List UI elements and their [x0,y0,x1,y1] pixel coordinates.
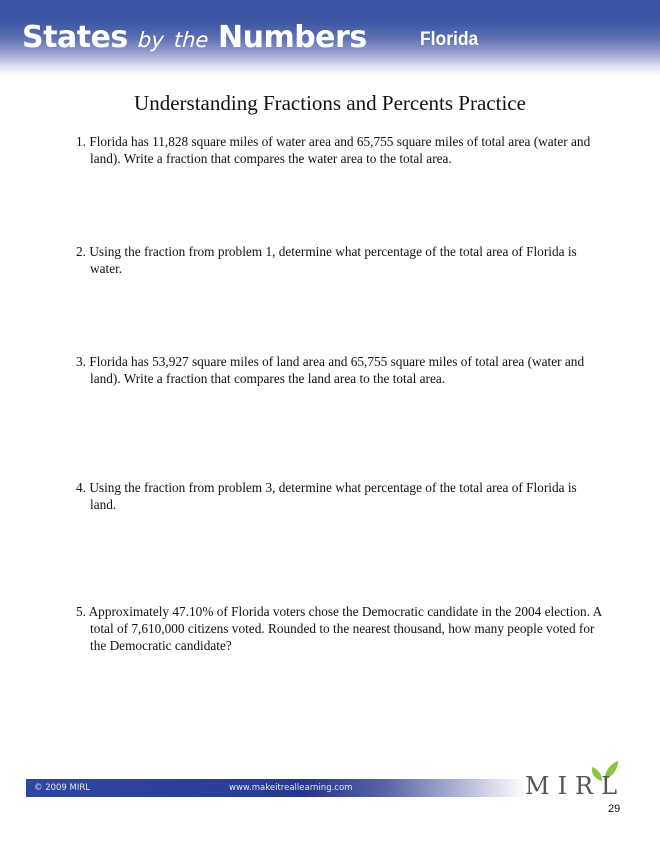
state-name: Florida [420,29,479,50]
problem-text: Florida has 11,828 square miles of water area and 65,755 square miles of total area (water and land). Write a fraction that compares the water area to the total area. [89,134,591,166]
mirl-logo: MIRL [525,772,626,800]
problem-number: 5. [76,604,86,619]
problem-number: 4. [76,480,86,495]
problem-5 [76,603,606,654]
problem-text: Using the fraction from problem 3, determine what percentage of the total area of Florida is land. [89,480,577,512]
problem-text: Florida has 53,927 square miles of land area and 65,755 square miles of total area (water and land). Write a fraction that compares the land area to the total area. [89,354,585,386]
footer-copyright: © 2009 MIRL [34,783,91,793]
states-by-the-numbers-logo [22,20,367,55]
problem-number: 2. [76,244,86,259]
logo-word-states: States [22,20,128,55]
page-number: 29 [608,803,621,815]
problem-text: Approximately 47.10% of Florida voters chose the Democratic candidate in the 2004 election. A total of 7,610,000 citizens voted. Rounded to the nearest thousand, how many people voted for the Democratic candidate? [88,604,602,653]
footer-website-link[interactable]: www.makeitreallearning.com [229,783,353,793]
problem-text: Using the fraction from problem 1, determine what percentage of the total area of Florida is water. [89,244,577,276]
problem-number: 3. [76,354,86,369]
problem-3 [76,353,606,387]
logo-word-by: by [136,28,165,52]
problem-number: 1. [76,134,86,149]
page-title: Understanding Fractions and Percents Practice [134,91,526,115]
logo-word-numbers: Numbers [217,20,367,55]
problem-4 [76,479,606,513]
problem-1 [76,133,606,167]
problem-2 [76,243,606,277]
logo-word-the: the [172,28,209,52]
